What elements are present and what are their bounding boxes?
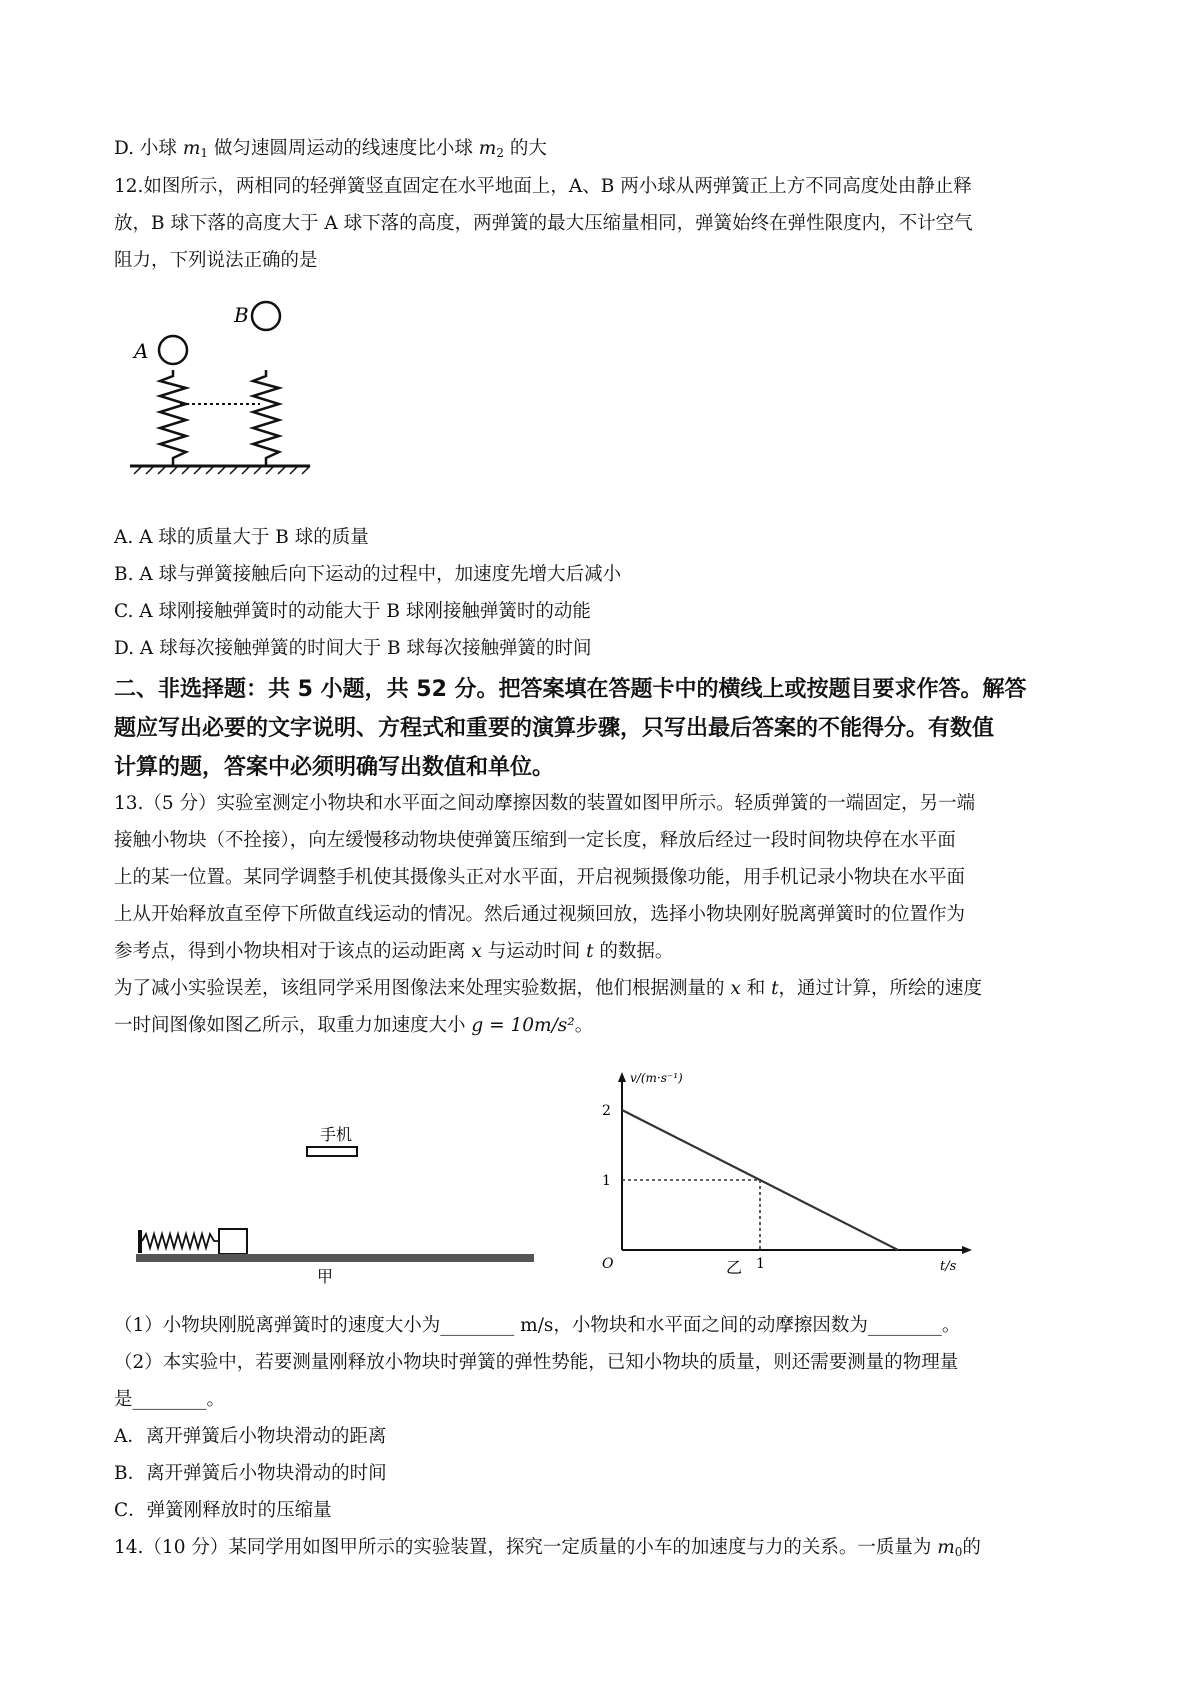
ball-a [159,336,187,364]
q11-option-d: D. 小球 $m_1$ 做匀速圆周运动的线速度比小球 $m_2$ 的大 [114,138,547,160]
block [219,1229,247,1254]
y-axis-label: v/(m·s⁻¹) [630,1071,683,1085]
x-axis-label: t/s [940,1259,957,1274]
q12-springs-figure [130,292,350,502]
x-axis-arrow [962,1246,972,1254]
q12-stem-line-3: 阻力，下列说法正确的是 [114,250,318,271]
q12-stem-line-2: 放，B 球下落的高度大于 A 球下落的高度，两弹簧的最大压缩量相同，弹簧始终在弹性限度内，不计空气 [114,213,973,234]
q13-stem-line-6: 为了减小实验误差，该组同学采用图像法来处理实验数据，他们根据测量的 x 和 t，通过计算，所绘的速度 [114,978,983,999]
phone-icon [307,1147,357,1156]
horizontal-surface [136,1254,534,1262]
compressed-spring [142,1234,218,1248]
q12-option-c: C. A 球刚接触弹簧时的动能大于 B 球刚接触弹簧时的动能 [114,601,591,622]
ball-b-label: B [234,303,249,327]
section2-heading-line-3: 计算的题，答案中必须明确写出数值和单位。 [114,755,555,780]
q13-stem-line-1: 13.（5 分）实验室测定小物块和水平面之间动摩擦因数的装置如图甲所示。轻质弹簧的一端固定，另一端 [114,793,976,814]
q13-option-b: B．离开弹簧后小物块滑动的时间 [114,1463,387,1484]
chart-caption: 乙 [726,1258,743,1277]
q13-stem-line-3: 上的某一位置。某同学调整手机使其摄像头正对水平面，开启视频摄像功能，用手机记录小物块在水平面 [114,867,966,888]
q13-sub-question-2-line-1: （2）本实验中，若要测量刚释放小物块时弹簧的弹性势能，已知小物块的质量，则还需要测量的物理量 [114,1352,959,1373]
q13-stem-line-7: 一时间图像如图乙所示，取重力加速度大小 g = 10m/s²。 [114,1015,594,1036]
q14-stem-line-1: 14.（10 分）某同学用如图甲所示的实验装置，探究一定质量的小车的加速度与力的关系。一质量为 $m_0$的 [114,1537,981,1559]
gravity-equation: g = 10m/s² [471,1015,575,1036]
x-tick-label-1: 1 [756,1256,765,1272]
spring-left [160,370,186,466]
q13-option-a: A．离开弹簧后小物块滑动的距离 [114,1426,387,1447]
y-axis-arrow [618,1072,626,1082]
phone-label: 手机 [320,1125,353,1144]
q13-option-c: C．弹簧刚释放时的压缩量 [114,1500,332,1521]
origin-label: O [602,1256,614,1272]
q13-vt-chart [590,1068,990,1298]
q13-sub-question-1: （1）小物块刚脱离弹簧时的速度大小为________ m/s，小物块和水平面之间的动摩擦因数为________。 [114,1315,961,1336]
q12-option-b: B. A 球与弹簧接触后向下运动的过程中，加速度先增大后减小 [114,564,622,585]
q13-apparatus-figure [132,1110,542,1285]
y-tick-label-2: 2 [602,1103,611,1119]
q13-stem-line-4: 上从开始释放直至停下所做直线运动的情况。然后通过视频回放，选择小物块刚好脱离弹簧时的位置作为 [114,904,966,925]
figure-jia-caption: 甲 [317,1267,334,1285]
ball-a-label: A [134,339,149,363]
q12-option-d: D. A 球每次接触弹簧的时间大于 B 球每次接触弹簧的时间 [114,638,592,659]
section2-heading-line-2: 题应写出必要的文字说明、方程式和重要的演算步骤，只写出最后答案的不能得分。有数值 [114,716,995,741]
section2-heading-line-1: 二、非选择题：共 5 小题，共 52 分。把答案填在答题卡中的横线上或按题目要求作答。解答 [114,677,1027,702]
spring-right [253,370,279,466]
q12-stem-line-1: 12.如图所示，两相同的轻弹簧竖直固定在水平地面上，A、B 两小球从两弹簧正上方不同高度处由静止释 [114,176,972,197]
ball-b [252,302,280,330]
q13-stem-line-5: 参考点，得到小物块相对于该点的运动距离 x 与运动时间 t 的数据。 [114,941,674,962]
q12-option-a: A. A 球的质量大于 B 球的质量 [114,527,369,548]
q13-stem-line-2: 接触小物块（不拴接），向左缓慢移动物块使弹簧压缩到一定长度，释放后经过一段时间物块停在水平面 [114,830,956,851]
q13-sub-question-2-line-2: 是________。 [114,1389,226,1410]
y-tick-label-1: 1 [602,1173,611,1189]
